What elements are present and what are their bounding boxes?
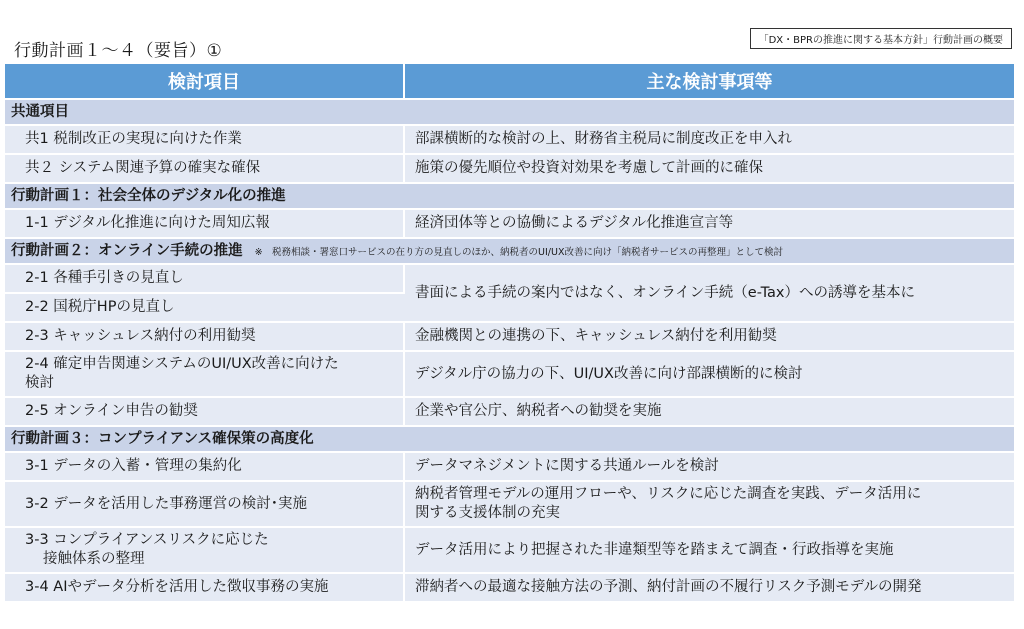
row-item: 2-1 各種手引きの見直し <box>5 265 405 294</box>
row-item <box>5 528 405 574</box>
section-title: 行動計画２：オンライン手続の推進 <box>11 242 243 259</box>
header-item: 検討項目 <box>5 64 405 100</box>
row-detail: 書面による手続の案内ではなく、オンライン手続（e-Tax）への誘導を基本に <box>405 265 1014 323</box>
row-item: 2-2 国税庁HPの見直し <box>5 294 405 323</box>
header-detail: 主な検討事項等 <box>405 64 1014 100</box>
page-title: 行動計画１～４（要旨）① <box>14 41 223 61</box>
table-row <box>5 453 1014 482</box>
table-header-row <box>5 64 1014 100</box>
section-title: 行動計画３：コンプライアンス確保策の高度化 <box>5 427 1014 453</box>
row-detail: 部課横断的な検討の上、財務省主税局に制度改正を申入れ <box>405 126 1014 155</box>
section-row-plan1 <box>5 184 1014 210</box>
row-item-line: 接触体系の整理 <box>43 551 145 567</box>
table-row <box>5 398 1014 427</box>
row-detail: データマネジメントに関する共通ルールを検討 <box>405 453 1014 482</box>
table-row <box>5 323 1014 352</box>
row-item: 3-4 AIやデータ分析を活用した徴収事務の実施 <box>5 574 405 603</box>
row-detail: 経済団体等との協働によるデジタル化推進宣言等 <box>405 210 1014 239</box>
section-note: ※ 税務相談・署窓口サービスの在り方の見直しのほか、納税者のUI/UX改善に向け「納税者サービスの再整理」として検討 <box>254 246 783 258</box>
section-row-common <box>5 100 1014 126</box>
row-item: 3-2 データを活用した事務運営の検討･実施 <box>5 482 405 528</box>
row-item <box>5 352 405 398</box>
section-cell <box>5 239 1014 265</box>
action-plan-table <box>5 64 1014 603</box>
section-title: 行動計画１：社会全体のデジタル化の推進 <box>5 184 1014 210</box>
table-row <box>5 210 1014 239</box>
row-item: 共1 税制改正の実現に向けた作業 <box>5 126 405 155</box>
row-detail-line: 納税者管理モデルの運用フローや、リスクに応じた調査を実践、データ活用に <box>415 486 922 503</box>
row-item-line: 2-4 確定申告関連システムのUI/UX改善に向けた <box>25 356 339 373</box>
document-tag: 「DX・BPRの推進に関する基本方針」行動計画の概要 <box>750 28 1012 49</box>
row-item: 共２ システム関連予算の確実な確保 <box>5 155 405 184</box>
table-row <box>5 574 1014 603</box>
row-item: 2-5 オンライン申告の勧奨 <box>5 398 405 427</box>
row-item: 2-3 キャッシュレス納付の利用勧奨 <box>5 323 405 352</box>
table-row <box>5 265 1014 294</box>
table-row <box>5 352 1014 398</box>
row-item: 1-1 デジタル化推進に向けた周知広報 <box>5 210 405 239</box>
row-detail: 企業や官公庁、納税者への勧奨を実施 <box>405 398 1014 427</box>
table-row <box>5 126 1014 155</box>
row-detail <box>405 482 1014 528</box>
row-detail: データ活用により把握された非違類型等を踏まえて調査・行政指導を実施 <box>405 528 1014 574</box>
section-title: 共通項目 <box>5 100 1014 126</box>
row-item: 3-1 データの入蓄・管理の集約化 <box>5 453 405 482</box>
table-row <box>5 482 1014 528</box>
row-detail-line: 関する支援体制の充実 <box>415 505 560 521</box>
table-row <box>5 155 1014 184</box>
section-row-plan3 <box>5 427 1014 453</box>
table-row <box>5 528 1014 574</box>
section-row-plan2 <box>5 239 1014 265</box>
row-detail: 施策の優先順位や投資対効果を考慮して計画的に確保 <box>405 155 1014 184</box>
row-item-line: 3-3 コンプライアンスリスクに応じた <box>25 532 269 549</box>
row-detail: 滞納者への最適な接触方法の予測、納付計画の不履行リスク予測モデルの開発 <box>405 574 1014 603</box>
row-detail: 金融機関との連携の下、キャッシュレス納付を利用勧奨 <box>405 323 1014 352</box>
row-detail: デジタル庁の協力の下、UI/UX改善に向け部課横断的に検討 <box>405 352 1014 398</box>
row-item-line: 検討 <box>25 375 54 391</box>
